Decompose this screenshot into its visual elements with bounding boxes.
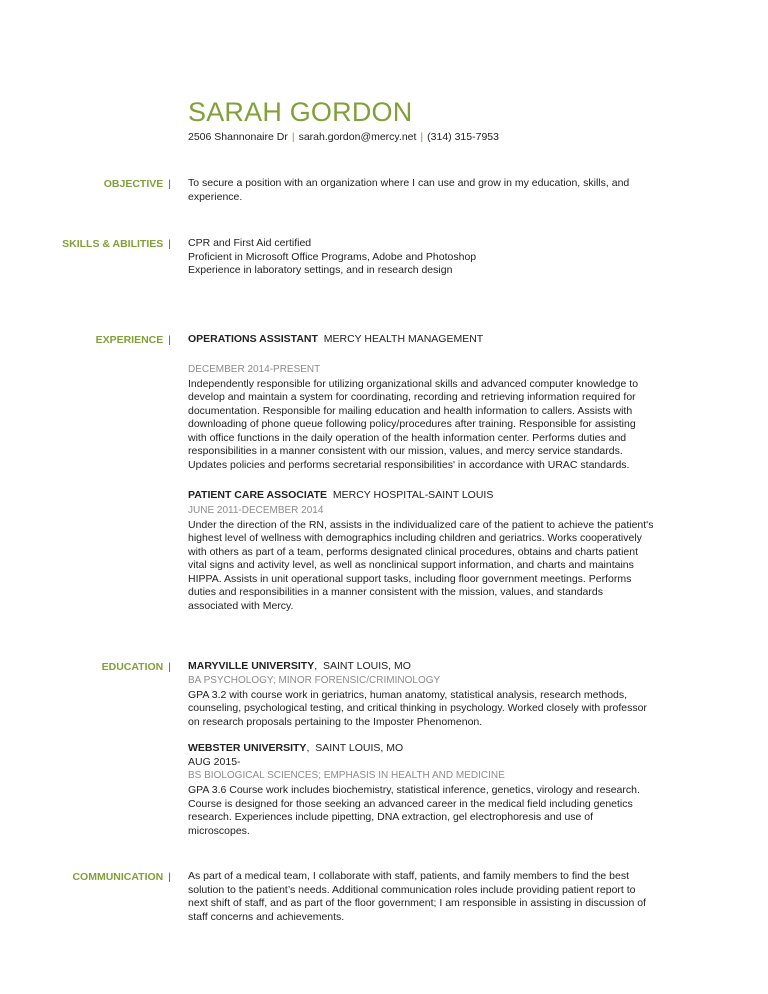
skill-item: CPR and First Aid certified xyxy=(188,237,312,249)
school-name: MARYVILLE UNIVERSITY xyxy=(188,660,315,672)
objective-text: To secure a position with an organization where I can use and grow in my education, skills, and experience. xyxy=(188,177,630,203)
education-label xyxy=(102,660,171,674)
communication-section xyxy=(188,870,656,924)
school-details: GPA 3.6 Course work includes biochemistry, statistical inference, genetics, virology and research. Course is designed for those seeking an advanced career in the medical field including genetics research. Experiences include pipetting, DNA extraction, gel electrophoresis and use of microscopes. xyxy=(188,784,640,837)
school-heading: WEBSTER UNIVERSITY, SAINT LOUIS, MO xyxy=(188,742,404,754)
job-dates: DECEMBER 2014-PRESENT xyxy=(188,363,321,375)
label-divider: | xyxy=(168,661,171,673)
label-divider: | xyxy=(168,871,171,883)
job-description: Under the direction of the RN, assists in the individualized care of the patient to achieve the patient's highest level of wellness with demographics including children and geriatrics. Works cooperatively with others as part of a team, performs designated clinical procedures, obtains and charts patient vital signs and activity level, as well as nonclinical support information, and charts and maintains HIPPA. Assists in unit operational support tasks, including floor government meetings. Performs duties and responsibilities in a manner consistent with the mission, values, and standards associated with Mercy. xyxy=(188,518,654,612)
job-title: PATIENT CARE ASSOCIATE xyxy=(188,489,328,501)
candidate-name: SARAH GORDON xyxy=(188,97,413,127)
communication-label xyxy=(72,870,171,884)
contact-line xyxy=(188,130,499,144)
label-divider: | xyxy=(168,178,171,190)
education-label-text: EDUCATION xyxy=(101,661,164,673)
phone-text: (314) 315-7953 xyxy=(427,131,499,143)
email-link[interactable]: sarah.gordon@mercy.net xyxy=(298,131,417,143)
school-date: AUG 2015- xyxy=(188,755,241,768)
job-heading xyxy=(188,489,656,503)
job-description: Independently responsible for utilizing organizational skills and advanced computer knowledge to develop and maintain a system for coordinating, recording and retrieving information required for documentation. Responsible for mailing education and health information to callers. Assists with downloading of phone queue following policy/procedures after training. Responsible for assisting with office functions in the daily operation of the health information center. Performs duties and responsibilities in a manner consistent with our mission, values, and mercy service standards. Updates policies and performs secretarial responsibilities' in accordance with URAC standards. xyxy=(188,377,639,471)
objective-section xyxy=(188,177,656,204)
label-divider: | xyxy=(168,334,171,346)
skills-label-text: SKILLS & ABILITIES xyxy=(62,238,164,250)
school-name: WEBSTER UNIVERSITY xyxy=(188,742,307,754)
job-dates: JUNE 2011-DECEMBER 2014 xyxy=(188,504,324,516)
job-title: OPERATIONS ASSISTANT xyxy=(188,333,318,345)
job-employer: MERCY HOSPITAL-SAINT LOUIS xyxy=(332,489,494,501)
objective-label-text: OBJECTIVE xyxy=(103,178,164,190)
job-heading xyxy=(188,333,656,347)
skills-section xyxy=(188,237,656,278)
school-degree: BA PSYCHOLOGY; MINOR FORENSIC/CRIMINOLOGY xyxy=(188,674,441,686)
experience-label-text: EXPERIENCE xyxy=(95,334,164,346)
job-employer: MERCY HEALTH MANAGEMENT xyxy=(323,333,484,345)
school-heading: MARYVILLE UNIVERSITY, SAINT LOUIS, MO xyxy=(188,660,411,672)
education-section xyxy=(188,660,656,838)
separator: | xyxy=(420,131,424,143)
experience-label xyxy=(96,333,171,347)
school-details: GPA 3.2 with course work in geriatrics, human anatomy, statistical analysis, research methods, counseling, psychological testing, and critical thinking in psychology. Worked closely with professor on research proposals pertaining to the Imposter Phenomenon. xyxy=(188,688,647,728)
school-location: SAINT LOUIS, MO xyxy=(322,660,411,672)
communication-label-text: COMMUNICATION xyxy=(72,871,164,883)
school-degree: BS BIOLOGICAL SCIENCES; EMPHASIS IN HEALTH AND MEDICINE xyxy=(188,770,505,781)
objective-label xyxy=(104,177,171,191)
label-divider: | xyxy=(168,238,171,250)
skill-item: Proficient in Microsoft Office Programs, Adobe and Photoshop xyxy=(188,250,477,263)
separator: | xyxy=(291,131,295,143)
communication-text: As part of a medical team, I collaborate with staff, patients, and family members to find the best solution to the patient’s needs. Additional communication roles include providing patient report to next shift of staff, and as part of the floor government; I am responsible in assisting in discussion of staff concerns and achievements. xyxy=(188,870,646,923)
skills-label xyxy=(62,237,171,251)
skill-item: Experience in laboratory settings, and in research design xyxy=(188,264,453,276)
school-location: SAINT LOUIS, MO xyxy=(315,742,404,754)
address-text: 2506 Shannonaire Dr xyxy=(188,131,288,143)
experience-section xyxy=(188,333,656,613)
